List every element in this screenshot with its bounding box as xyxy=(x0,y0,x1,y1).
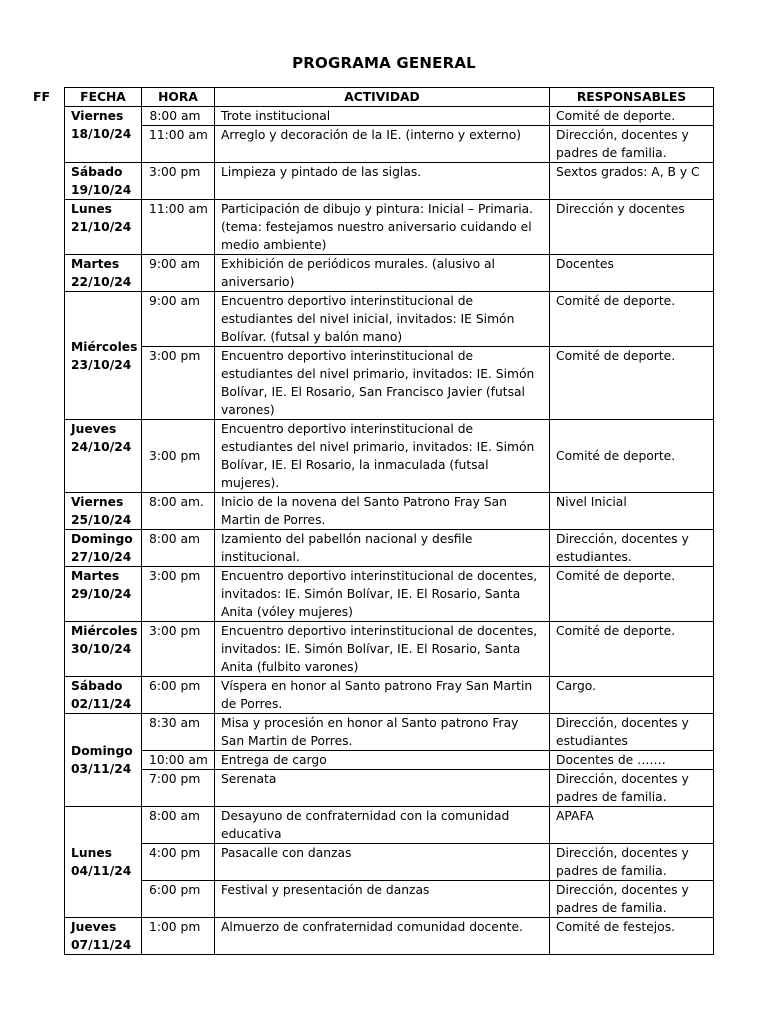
fecha-cell: Lunes 21/10/24 xyxy=(65,200,142,255)
table-row xyxy=(65,347,714,420)
hora-cell: 4:00 pm xyxy=(142,844,215,881)
fecha-cell: Sábado 02/11/24 xyxy=(65,677,142,714)
hora-cell: 3:00 pm xyxy=(142,622,215,677)
table-row xyxy=(65,881,714,918)
table-row xyxy=(65,200,714,255)
actividad-cell: Trote institucional xyxy=(215,107,550,126)
header-actividad: ACTIVIDAD xyxy=(215,88,550,107)
responsables-cell: Comité de festejos. xyxy=(550,918,714,955)
table-row xyxy=(65,292,714,347)
page-title: PROGRAMA GENERAL xyxy=(292,54,476,72)
hora-cell: 6:00 pm xyxy=(142,881,215,918)
responsables-cell: Docentes xyxy=(550,255,714,292)
table-row xyxy=(65,844,714,881)
hora-cell: 6:00 pm xyxy=(142,677,215,714)
table-row xyxy=(65,493,714,530)
header-responsables: RESPONSABLES xyxy=(550,88,714,107)
table-row xyxy=(65,420,714,493)
responsables-cell: Comité de deporte. xyxy=(550,292,714,347)
schedule-table xyxy=(64,87,714,955)
hora-cell: 8:00 am xyxy=(142,107,215,126)
actividad-cell: Víspera en honor al Santo patrono Fray San Martin de Porres. xyxy=(215,677,550,714)
fecha-cell: Viernes 25/10/24 xyxy=(65,493,142,530)
hora-cell: 3:00 pm xyxy=(142,567,215,622)
actividad-cell: Limpieza y pintado de las siglas. xyxy=(215,163,550,200)
fecha-cell: Domingo 03/11/24 xyxy=(65,714,142,807)
fecha-cell: Domingo 27/10/24 xyxy=(65,530,142,567)
table-row xyxy=(65,126,714,163)
responsables-cell: Dirección y docentes xyxy=(550,200,714,255)
fecha-cell: Miércoles 23/10/24 xyxy=(65,292,142,420)
fecha-cell: Martes 22/10/24 xyxy=(65,255,142,292)
actividad-cell: Exhibición de periódicos murales. (alusivo al aniversario) xyxy=(215,255,550,292)
hora-cell: 8:00 am. xyxy=(142,493,215,530)
header-fecha: FECHA xyxy=(65,88,142,107)
hora-cell: 7:00 pm xyxy=(142,770,215,807)
actividad-cell: Encuentro deportivo interinstitucional de docentes, invitados: IE. Simón Bolívar, IE. El Rosario, Santa Anita (vóley mujeres) xyxy=(215,567,550,622)
table-row xyxy=(65,714,714,751)
responsables-cell: Comité de deporte. xyxy=(550,347,714,420)
actividad-cell: Misa y procesión en honor al Santo patrono Fray San Martin de Porres. xyxy=(215,714,550,751)
actividad-cell: Encuentro deportivo interinstitucional de docentes, invitados: IE. Simón Bolívar, IE. El Rosario, Santa Anita (fulbito varones) xyxy=(215,622,550,677)
responsables-cell: Dirección, docentes y padres de familia. xyxy=(550,770,714,807)
responsables-cell: Sextos grados: A, B y C xyxy=(550,163,714,200)
actividad-cell: Entrega de cargo xyxy=(215,751,550,770)
table-row xyxy=(65,807,714,844)
fecha-cell: Martes 29/10/24 xyxy=(65,567,142,622)
table-row xyxy=(65,622,714,677)
actividad-cell: Pasacalle con danzas xyxy=(215,844,550,881)
hora-cell: 8:30 am xyxy=(142,714,215,751)
hora-cell: 8:00 am xyxy=(142,530,215,567)
ff-label: FF xyxy=(33,89,51,104)
actividad-cell: Participación de dibujo y pintura: Inicial – Primaria. (tema: festejamos nuestro aniversario cuidando el medio ambiente) xyxy=(215,200,550,255)
responsables-cell: Docentes de ……. xyxy=(550,751,714,770)
hora-cell: 3:00 pm xyxy=(142,163,215,200)
actividad-cell: Izamiento del pabellón nacional y desfile institucional. xyxy=(215,530,550,567)
responsables-cell: Cargo. xyxy=(550,677,714,714)
actividad-cell: Encuentro deportivo interinstitucional de estudiantes del nivel primario, invitados: IE. Simón Bolívar, IE. El Rosario, San Francisco Javier (futsal varones) xyxy=(215,347,550,420)
actividad-cell: Arreglo y decoración de la IE. (interno y externo) xyxy=(215,126,550,163)
responsables-cell: Dirección, docentes y padres de familia. xyxy=(550,881,714,918)
fecha-cell: Lunes 04/11/24 xyxy=(65,807,142,918)
table-row xyxy=(65,567,714,622)
actividad-cell: Encuentro deportivo interinstitucional de estudiantes del nivel primario, invitados: IE. Simón Bolívar, IE. El Rosario, la inmaculada (futsal mujeres). xyxy=(215,420,550,493)
responsables-cell: Dirección, docentes y padres de familia. xyxy=(550,844,714,881)
actividad-cell: Desayuno de confraternidad con la comunidad educativa xyxy=(215,807,550,844)
fecha-cell: Sábado 19/10/24 xyxy=(65,163,142,200)
fecha-cell: Viernes 18/10/24 xyxy=(65,107,142,163)
hora-cell: 8:00 am xyxy=(142,807,215,844)
responsables-cell: Comité de deporte. xyxy=(550,107,714,126)
table-row xyxy=(65,107,714,126)
table-row xyxy=(65,530,714,567)
actividad-cell: Inicio de la novena del Santo Patrono Fray San Martin de Porres. xyxy=(215,493,550,530)
actividad-cell: Serenata xyxy=(215,770,550,807)
header-row xyxy=(65,88,714,107)
responsables-cell: Dirección, docentes y estudiantes. xyxy=(550,530,714,567)
fecha-cell: Miércoles 30/10/24 xyxy=(65,622,142,677)
table-row xyxy=(65,918,714,955)
hora-cell: 11:00 am xyxy=(142,126,215,163)
responsables-cell: Comité de deporte. xyxy=(550,622,714,677)
responsables-cell: Comité de deporte. xyxy=(550,567,714,622)
responsables-cell: Dirección, docentes y estudiantes xyxy=(550,714,714,751)
hora-cell: 1:00 pm xyxy=(142,918,215,955)
actividad-cell: Festival y presentación de danzas xyxy=(215,881,550,918)
fecha-cell: Jueves 24/10/24 xyxy=(65,420,142,493)
responsables-cell: Nivel Inicial xyxy=(550,493,714,530)
hora-cell: 9:00 am xyxy=(142,255,215,292)
responsables-cell: Dirección, docentes y padres de familia. xyxy=(550,126,714,163)
table-row xyxy=(65,770,714,807)
actividad-cell: Almuerzo de confraternidad comunidad docente. xyxy=(215,918,550,955)
hora-cell: 3:00 pm xyxy=(142,347,215,420)
hora-cell: 9:00 am xyxy=(142,292,215,347)
responsables-cell: Comité de deporte. xyxy=(550,420,714,493)
hora-cell: 10:00 am xyxy=(142,751,215,770)
hora-cell: 11:00 am xyxy=(142,200,215,255)
actividad-cell: Encuentro deportivo interinstitucional de estudiantes del nivel inicial, invitados: IE Simón Bolívar. (futsal y balón mano) xyxy=(215,292,550,347)
table-row xyxy=(65,751,714,770)
fecha-cell: Jueves 07/11/24 xyxy=(65,918,142,955)
hora-cell: 3:00 pm xyxy=(142,420,215,493)
header-hora: HORA xyxy=(142,88,215,107)
table-row xyxy=(65,677,714,714)
table-row xyxy=(65,255,714,292)
responsables-cell: APAFA xyxy=(550,807,714,844)
table-row xyxy=(65,163,714,200)
